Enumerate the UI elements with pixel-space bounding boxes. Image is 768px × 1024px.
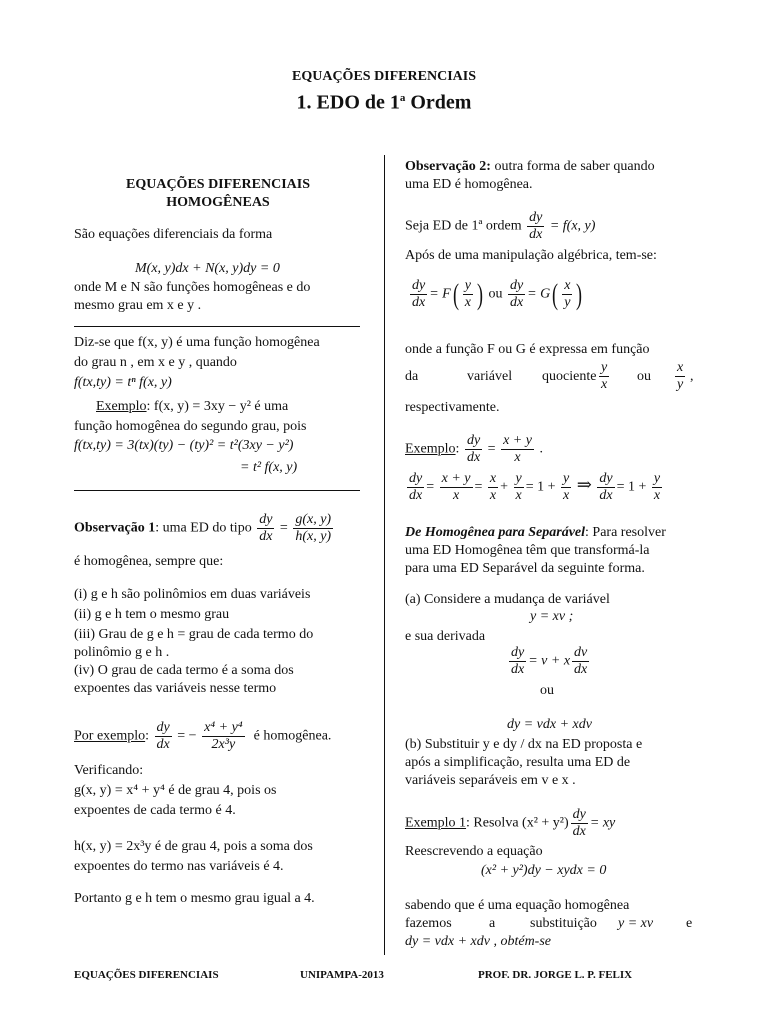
verification <box>74 762 364 820</box>
footer-left: EQUAÇÕES DIFERENCIAIS <box>74 969 219 981</box>
divider-2 <box>74 490 360 491</box>
sabendo-line3: dy = vdx + xdv , obtém-se <box>405 934 552 949</box>
seja-line <box>405 210 595 243</box>
pex-tail: é homogênea. <box>253 728 332 744</box>
step-a-ou: ou <box>540 683 554 698</box>
ex2-plus: + <box>500 479 509 495</box>
obs2-line2: uma ED é homogênea. <box>405 177 533 192</box>
ex2-s-y3: $\frac{y}{x}$ <box>653 471 661 503</box>
hom-line2: uma ED Homogênea têm que transformá-la <box>405 543 650 558</box>
step-a-line1: (a) Considere a mudança de variável <box>405 592 610 607</box>
column-divider <box>384 155 385 955</box>
q-x-over-y: $\frac{x}{y}$ <box>677 360 684 392</box>
example-line2: função homogênea do segundo grau, pois <box>74 419 307 434</box>
hom-title: De Homogênea para Separável <box>405 525 586 540</box>
verif-label: Verificando: <box>74 763 144 778</box>
divider-1 <box>74 326 360 327</box>
reescrevendo-eq: (x² + y²)dy − xydx = 0 <box>481 863 607 878</box>
ex2-s-y2: $\frac{y}{x}$ <box>563 471 570 503</box>
fg-dydx-2: $\frac{dy}{dx}$ <box>509 278 524 310</box>
chapter-sup: a <box>399 92 406 104</box>
condition-iv-line2: expoentes das variáveis nesse termo <box>74 681 277 696</box>
hom-line1: : Para resolver <box>585 525 666 540</box>
respectivamente: respectivamente. <box>405 400 500 415</box>
step-a-derivative <box>507 645 591 678</box>
example-eq2: = t² f(x, y) <box>240 460 298 475</box>
sabendo <box>405 897 695 951</box>
F-expr: = F <box>429 286 451 302</box>
hom-line3: para uma ED Separável da seguinte forma. <box>405 561 645 576</box>
pex-frac-right: $\frac{\text{x⁴ + y⁴}}{\text{2x³y}}$ <box>204 720 243 752</box>
seja-tail: = f(x, y) <box>549 218 596 234</box>
example-2: Exemplo: $\frac{dy}{dx}$ = $\frac{x + y}{x}$ . <box>405 433 543 465</box>
q-da: da <box>405 369 419 384</box>
intro-text: São equações diferenciais da forma <box>74 227 273 242</box>
ex2-eq2: = <box>474 479 483 495</box>
example-label: Exemplo <box>96 399 147 414</box>
condition-ii: (ii) g e h tem o mesmo grau <box>74 607 230 622</box>
onde-text <box>74 279 362 315</box>
sab-yxv: y = xv <box>618 916 654 931</box>
ex2-s-dydx2: $\frac{dy}{dx}$ <box>599 471 613 503</box>
por-exemplo: Por exemplo: $\frac{dy}{dx}$ = − $\frac{\text{x⁴ + y⁴}}{\text{2x³y}}$ é homogênea. <box>74 720 332 752</box>
section-title <box>74 176 362 212</box>
step-b-line3: variáveis separáveis em v e x . <box>405 773 576 788</box>
ex2-s-xy: $\frac{x + y}{x}$ <box>441 471 471 503</box>
obs1-label: Observação 1 <box>74 520 156 536</box>
fg-ou: ou <box>488 286 503 302</box>
condition-iii-line2: polinômio g e h . <box>74 645 170 660</box>
observation-2 <box>405 158 695 194</box>
fg-forms: $\frac{dy}{dx}$ = F( $\frac{y}{x}$ ) ou $\frac{dy}{dx}$ = G( $\frac{x}{y}$ ) <box>412 277 583 311</box>
obs1-frac-left: $\frac{dy}{dx}$ <box>259 512 273 544</box>
implies-arrow: ⇒ <box>576 474 592 495</box>
step-a-eq: y = xv ; <box>530 609 574 624</box>
sab-fazemos: fazemos <box>405 916 452 931</box>
def-equation: f(tx,ty) = tⁿ f(x, y) <box>74 375 172 390</box>
step-a-line2: e sua derivada <box>405 629 486 644</box>
step-b <box>405 736 695 790</box>
reescrevendo: Reescrevendo a equação <box>405 844 543 859</box>
example-1 <box>405 807 615 840</box>
onde-func-line: onde a função F ou G é expressa em função <box>405 342 650 357</box>
pex-frac-left: $\frac{dy}{dx}$ <box>156 720 170 752</box>
example-eq1: f(tx,ty) = 3(tx)(ty) − (ty)² = t²(3xy − y²) <box>74 438 294 453</box>
q-y-over-x: $\frac{y}{x}$ <box>601 360 608 392</box>
example-block <box>74 398 364 477</box>
ex2-s-x: $\frac{x}{x}$ <box>489 471 497 503</box>
def-line1: Diz-se que f(x, y) é uma função homogênea <box>74 335 320 350</box>
ex2-label: Exemplo <box>405 441 456 457</box>
ex2-one-plus-1: = 1 + <box>525 479 556 495</box>
section-title-line2: HOMOGÊNEAS <box>166 195 270 210</box>
observation-1: Observação 1: uma ED do tipo $\frac{dy}{dx}$ = $\frac{g(x, y)}{h(x, y)}$ <box>74 512 332 544</box>
apos-text: Após de uma manipulação algébrica, tem-se: <box>405 248 657 263</box>
fg-dydx-1: $\frac{dy}{dx}$ <box>412 278 426 310</box>
ex2-one-plus-2: = 1 + <box>616 479 647 495</box>
condition-iii-line1: (iii) Grau de g e h = grau de cada termo do <box>74 627 314 642</box>
h-degree <box>74 838 364 876</box>
a-dydx: $\frac{dy}{dx}$ <box>511 645 525 677</box>
por-exemplo-label: Por exemplo <box>74 728 146 744</box>
ex2-rhs: $\frac{x + y}{x}$ <box>503 433 532 465</box>
ex2-dydx: $\frac{dy}{dx}$ <box>466 433 481 465</box>
onde-line2: mesmo grau em x e y . <box>74 298 202 313</box>
seja-text: Seja ED de 1ª ordem <box>405 218 522 234</box>
ex1-dydx: $\frac{dy}{dx}$ <box>572 807 586 839</box>
h-line2: expoentes do termo nas variáveis é 4. <box>74 859 284 874</box>
footer-center: UNIPAMPA-2013 <box>300 969 384 981</box>
conditions-list <box>74 586 364 698</box>
chapter-text: 1. EDO de 1 <box>296 91 400 114</box>
ex1-text: : Resolva (x² + y²) <box>466 815 569 831</box>
obs2-line1: outra forma de saber quando <box>490 159 655 174</box>
ex1-tail: = xy <box>589 815 616 831</box>
chapter-tail: Ordem <box>405 91 472 114</box>
portanto: Portanto g e h tem o mesmo grau igual a 4. <box>74 891 315 906</box>
example-line1: : f(x, y) = 3xy − y² é uma <box>146 399 289 414</box>
onde-line1: onde M e N são funções homogêneas e do <box>74 280 311 295</box>
q-variavel: variável <box>467 369 513 384</box>
obs1-frac-right: $\frac{g(x, y)}{h(x, y)}$ <box>295 512 332 544</box>
ex2-eq1: = <box>426 479 435 495</box>
fg-y-over-x: $\frac{y}{x}$ <box>464 278 471 310</box>
q-quociente: quociente <box>542 369 597 384</box>
main-equation: M(x, y)dx + N(x, y)dy = 0 <box>135 261 280 276</box>
obs1-tail: é homogênea, sempre que: <box>74 554 224 569</box>
step-b-line2: após a simplificação, resulta uma ED de <box>405 755 631 770</box>
definition <box>74 334 364 392</box>
G-expr: = G <box>527 286 551 302</box>
sabendo-line2 <box>405 915 695 933</box>
step-a-diff: dy = vdx + xdv <box>507 717 592 732</box>
page-header-title: EQUAÇÕES DIFERENCIAIS <box>292 69 476 84</box>
step-b-line1: (b) Substituir y e dy / dx na ED proposta e <box>405 737 643 752</box>
obs1-text: : uma ED do tipo <box>155 520 252 536</box>
chapter-heading <box>0 86 768 115</box>
def-line2: do grau n , em x e y , quando <box>74 355 237 370</box>
verif-line2: expoentes de cada termo é 4. <box>74 803 236 818</box>
sab-a: a <box>489 916 496 931</box>
ex1-label: Exemplo 1 <box>405 815 467 831</box>
h-line1: h(x, y) = 2x³y é de grau 4, pois a soma dos <box>74 839 313 854</box>
hom-to-sep <box>405 524 695 578</box>
fg-x-over-y: $\frac{x}{y}$ <box>564 278 571 310</box>
ex2-s-dydx: $\frac{dy}{dx}$ <box>409 471 423 503</box>
verif-line1: g(x, y) = x⁴ + y⁴ é de grau 4, pois os <box>74 783 277 798</box>
obs2-label: Observação 2: <box>405 159 491 174</box>
condition-iv-line1: (iv) O grau de cada termo é a soma dos <box>74 663 294 678</box>
q-ou: ou <box>637 369 651 384</box>
a-deriv-mid: = v + x <box>528 653 571 669</box>
sab-substituicao: substituição <box>530 916 597 931</box>
seja-frac: $\frac{dy}{dx}$ <box>529 210 543 242</box>
ex2-s-y: $\frac{y}{x}$ <box>515 471 522 503</box>
a-dvdx: $\frac{dv}{dx}$ <box>574 645 588 677</box>
example-2-steps <box>405 471 664 504</box>
sabendo-line1: sabendo que é uma equação homogênea <box>405 898 630 913</box>
sab-e: e <box>686 916 693 931</box>
section-title-line1: EQUAÇÕES DIFERENCIAIS <box>126 177 310 192</box>
footer-right: PROF. DR. JORGE L. P. FELIX <box>478 969 633 981</box>
condition-i: (i) g e h são polinômios em duas variáveis <box>74 587 311 602</box>
